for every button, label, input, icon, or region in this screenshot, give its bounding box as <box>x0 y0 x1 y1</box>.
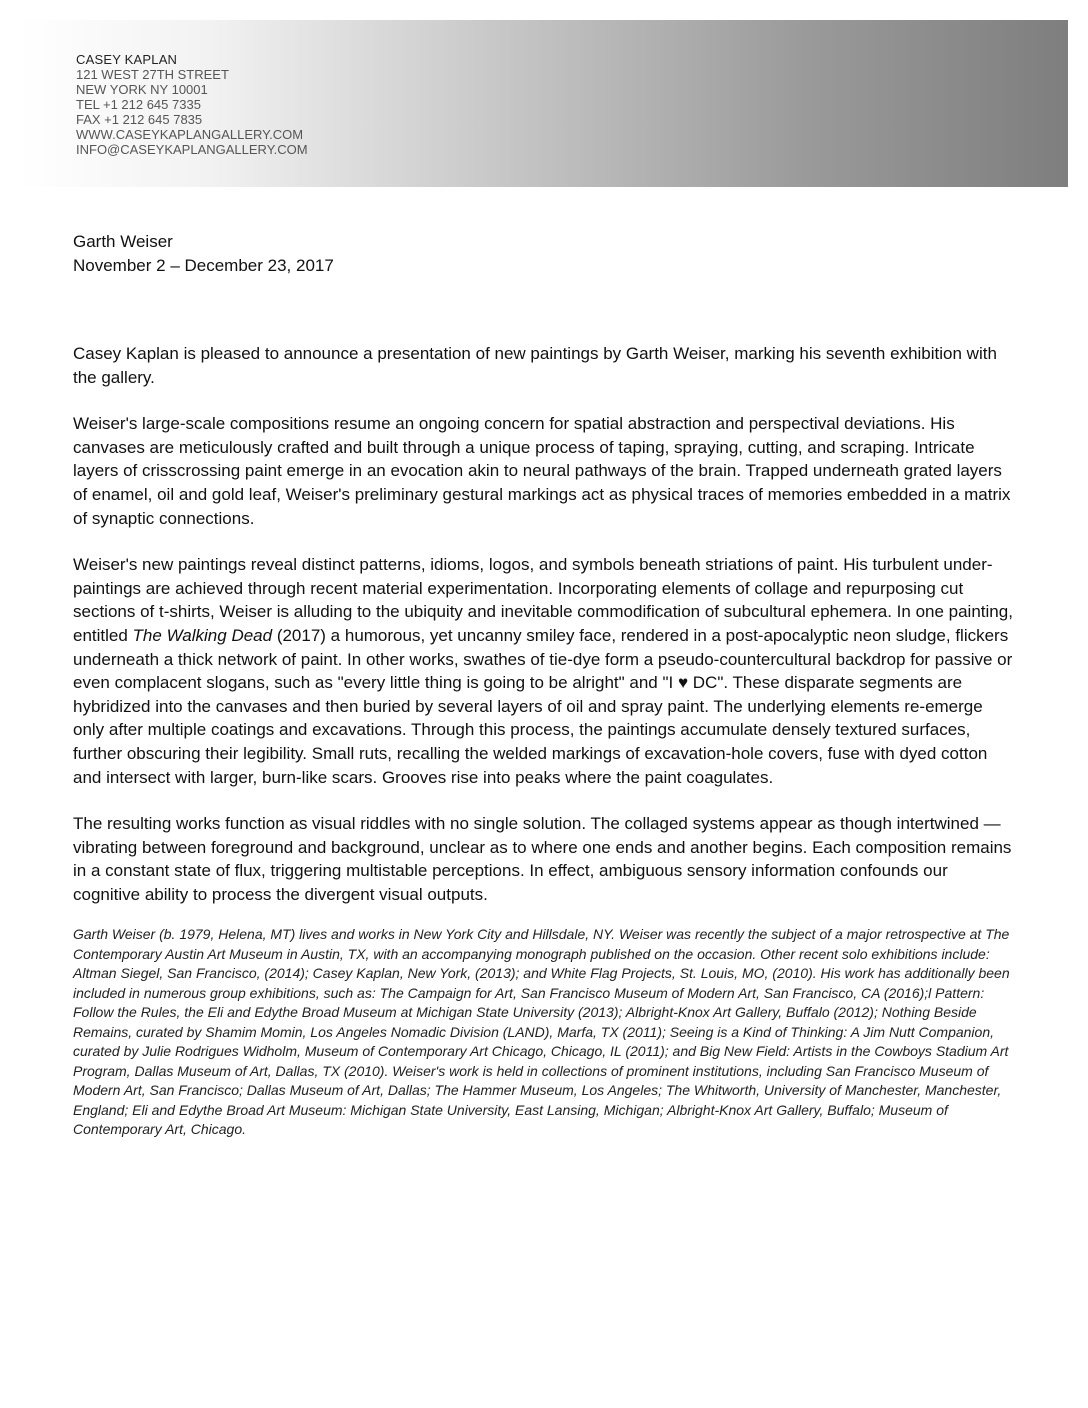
exhibition-dates: November 2 – December 23, 2017 <box>73 256 334 275</box>
artist-bio: Garth Weiser (b. 1979, Helena, MT) lives and works in New York City and Hillsdale, NY. Weiser was recently the subject of a major retrospective at The Contemporary Austin Art Museum in Austin, TX, with an accompanying monograph published on the occasion. Other recent solo exhibitions include: Altman Siegel, San Francisco, (2014); Casey Kaplan, New York, (2013); and White Flag Projects, St. Louis, MO, (2010). His work has additionally been included in numerous group exhibitions, such as: The Campaign for Art, San Francisco Museum of Modern Art, San Francisco, CA (2016);l Pattern: Follow the Rules, the Eli and Edythe Broad Museum at Michigan State University (2013); Albright-Knox Art Gallery, Buffalo (2012); Nothing Beside Remains, curated by Shamim Momin, Los Angeles Nomadic Division (LAND), Marfa, TX (2011); Seeing is a Kind of Thinking: A Jim Nutt Companion, curated by Julie Rodrigues Widholm, Museum of Contemporary Art Chicago, Chicago, IL (2011); and Big New Field: Artists in the Cowboys Stadium Art Program, Dallas Museum of Art, Dallas, TX (2010). Weiser's work is held in collections of prominent institutions, including San Francisco Museum of Modern Art, San Francisco; Dallas Museum of Art, Dallas; The Hammer Museum, Los Angeles; The Whitworth, University of Manchester, Manchester, England; Eli and Edythe Broad Art Museum: Michigan State University, East Lansing, Michigan; Albright-Knox Art Gallery, Buffalo; Museum of Contemporary Art, Chicago. <box>73 926 1010 1138</box>
conclusion-paragraph: The resulting works function as visual riddles with no single solution. The collaged systems appear as though intertwined — vibrating between foreground and background, unclear as to where one ends and another begins. Each composition remains in a constant state of flux, triggering multistable perceptions. In effect, ambiguous sensory information confounds our cognitive ability to process the divergent visual outputs. <box>73 814 1012 904</box>
gallery-city: NEW YORK NY 10001 <box>76 82 208 97</box>
letterhead-banner <box>20 20 1068 187</box>
artwork-title: The Walking Dead <box>132 625 273 645</box>
materials-paragraph <box>73 553 1013 789</box>
gallery-email: INFO@CASEYKAPLANGALLERY.COM <box>76 142 308 157</box>
exhibition-header <box>73 230 1013 278</box>
gallery-contact-block <box>76 52 308 157</box>
artist-name: Garth Weiser <box>73 232 173 251</box>
intro-paragraph: Casey Kaplan is pleased to announce a presentation of new paintings by Garth Weiser, marking his seventh exhibition with the gallery. <box>73 344 997 387</box>
gallery-street: 121 WEST 27TH STREET <box>76 67 229 82</box>
materials-text-b: (2017) a humorous, yet uncanny smiley face, rendered in a post-apocalyptic neon sludge, flickers underneath a thick network of paint. In other works, swathes of tie-dye form a pseudo-countercultural backdrop for passive or even complacent slogans, such as "every little thing is going to be alright" and "I ♥ DC". These disparate segments are hybridized into the canvases and then buried by several layers of oil and spray paint. The underlying elements re-emerge only after multiple coatings and excavations. Through this process, the paintings accumulate densely textured surfaces, further obscuring their legibility. Small ruts, recalling the welded markings of excavation-hole covers, fuse with dyed cotton and intersect with larger, burn-like scars. Grooves rise into peaks where the paint coagulates. <box>73 625 1013 787</box>
gallery-phone: TEL +1 212 645 7335 <box>76 97 201 112</box>
composition-paragraph: Weiser's large-scale compositions resume an ongoing concern for spatial abstraction and perspectival deviations. His canvases are meticulously crafted and built through a unique process of taping, spraying, cutting, and scraping. Intricate layers of crisscrossing paint emerge in an evocation akin to neural pathways of the brain. Trapped underneath grated layers of enamel, oil and gold leaf, Weiser's preliminary gestural markings act as physical traces of memories embedded in a matrix of synaptic connections. <box>73 414 1011 528</box>
gallery-name: CASEY KAPLAN <box>76 52 178 67</box>
press-release-body <box>73 230 1013 1154</box>
gallery-website: WWW.CASEYKAPLANGALLERY.COM <box>76 127 304 142</box>
gallery-fax: FAX +1 212 645 7835 <box>76 112 203 127</box>
materials-text-a: Weiser's new paintings reveal distinct patterns, idioms, logos, and symbols beneath striations of paint. His turbulent under-paintings are achieved through recent material experimentation. Incorporating elements of collage and repurposing cut sections of t-shirts, Weiser is alluding to the ubiquity and inevitable commodification of subcultural ephemera. In one painting, entitled <box>73 555 1013 645</box>
